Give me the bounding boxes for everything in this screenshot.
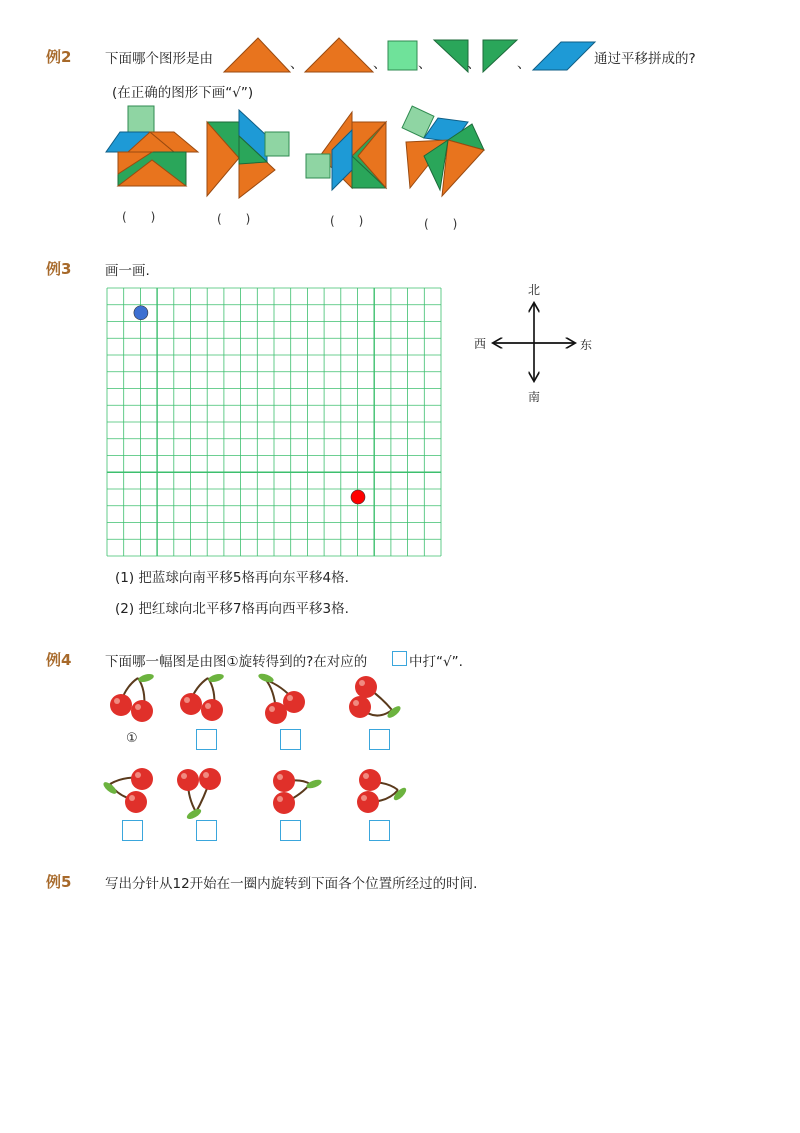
cherry-figure-original [104,672,164,726]
ex4-label: 例4 [46,651,72,669]
square-grid[interactable] [106,287,442,557]
ex2-question-end: 通过平移拼成的? [594,51,696,67]
ex2-instruction: (在正确的图形下画“√”) [112,85,254,101]
ex2-answer-4[interactable]: ( ) [424,217,458,231]
green-triangle-1-icon [432,38,470,74]
cherry-figure-row1-4 [346,672,406,726]
cherry-figure-row2-4 [352,766,412,818]
ex4-question-end: 中打“√”. [409,654,463,670]
ex2-question-start: 下面哪个图形是由 [105,51,213,67]
answer-box-row1-3[interactable] [280,729,301,750]
compass-south: 南 [528,390,541,404]
ex2-figure-1 [104,104,200,190]
sep-1: 、 [290,56,304,72]
answer-box-row2-4[interactable] [369,820,390,841]
sep-5: 、 [517,56,531,72]
sep-3: 、 [418,56,432,72]
cherry-figure-row2-3 [264,766,324,818]
blue-ball[interactable] [134,306,148,320]
ex5-label: 例5 [46,873,72,891]
ex5-question: 写出分针从12开始在一圈内旋转到下面各个位置所经过的时间. [105,876,478,892]
answer-box-row1-2[interactable] [196,729,217,750]
inline-answer-box-icon [392,651,407,666]
green-square-icon [387,40,419,72]
ex3-label: 例3 [46,260,72,278]
cherry-figure-row2-1 [104,766,164,818]
answer-box-row1-4[interactable] [369,729,390,750]
orange-triangle-1-icon [222,36,292,74]
ex2-answer-2[interactable]: ( ) [217,212,251,226]
red-ball[interactable] [351,490,365,504]
answer-box-row2-1[interactable] [122,820,143,841]
compass-west: 西 [474,337,487,351]
ex2-figure-4 [400,104,490,200]
compass-icon [490,300,582,384]
ex2-label: 例2 [46,48,72,66]
cherry-figure-row1-2 [176,672,236,726]
cherry-figure-row2-2 [174,766,234,818]
sep-4: 、 [467,56,481,72]
cherry-figure-row1-3 [256,672,316,728]
ex3-question-2: (2) 把红球向北平移7格再向西平移3格. [115,601,349,617]
green-triangle-2-icon [481,38,519,74]
sep-2: 、 [373,56,387,72]
ex3-question-1: (1) 把蓝球向南平移5格再向东平移4格. [115,570,349,586]
blue-parallelogram-icon [531,40,597,72]
ex2-answer-3[interactable]: ( ) [330,214,364,228]
ex2-answer-1[interactable]: ( ) [122,210,156,224]
compass-east: 东 [580,338,593,352]
orange-triangle-2-icon [303,36,375,74]
ex2-figure-2 [205,108,291,200]
answer-box-row2-3[interactable] [280,820,301,841]
answer-box-row2-2[interactable] [196,820,217,841]
ex3-prompt: 画一画. [105,263,150,279]
compass-north: 北 [528,283,541,297]
original-figure-label: ① [126,731,138,746]
ex2-figure-3 [304,110,390,190]
ex4-question-start: 下面哪一幅图是由图①旋转得到的?在对应的 [105,654,368,670]
